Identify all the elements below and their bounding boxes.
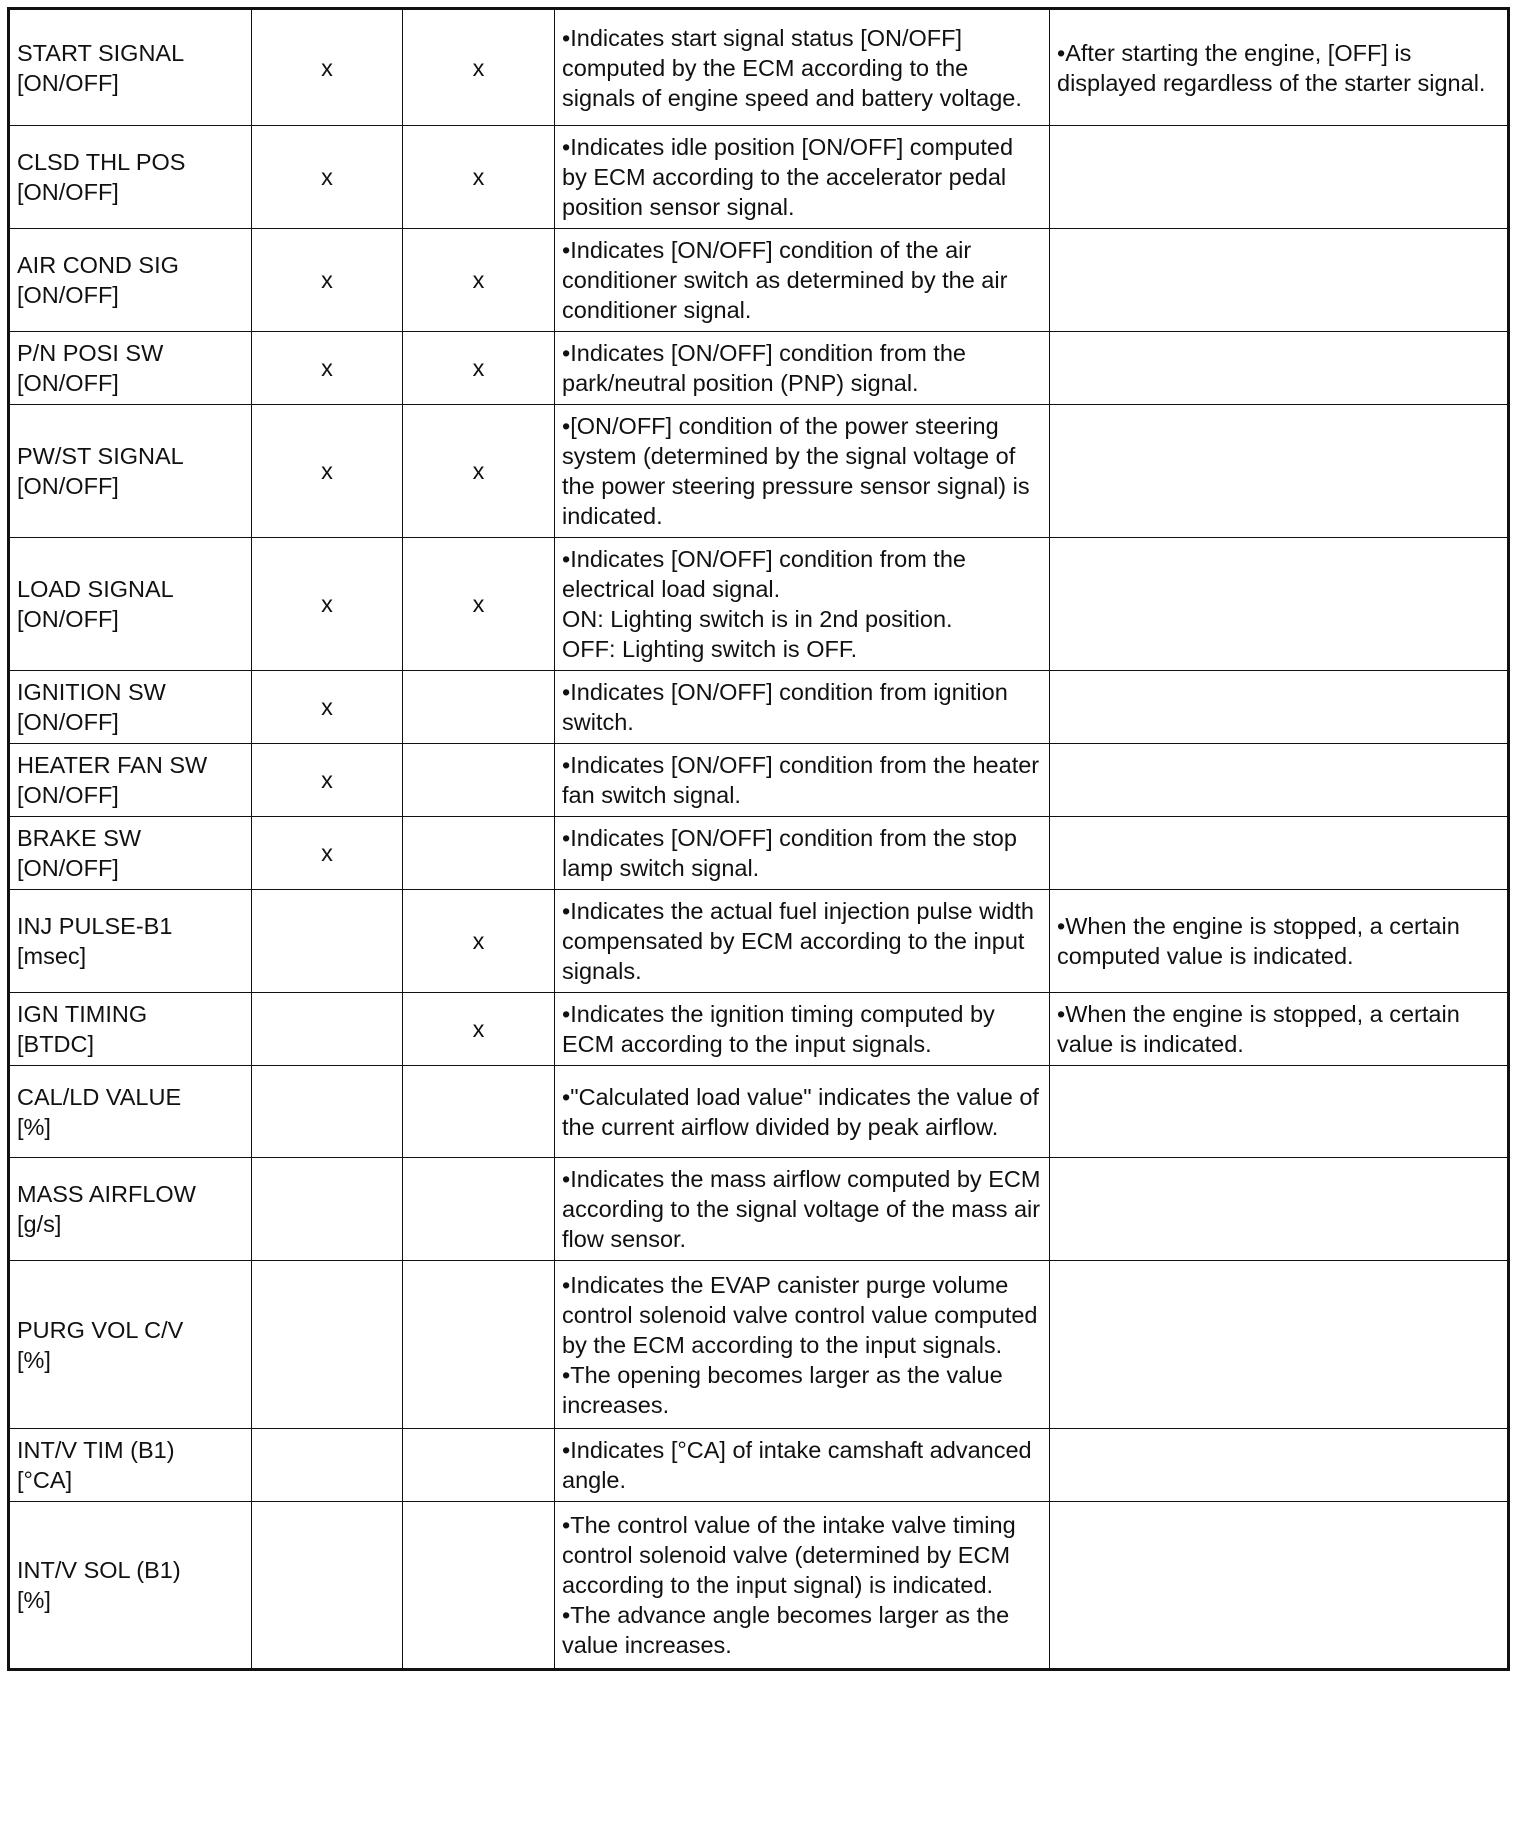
table-row — [9, 890, 1509, 993]
selection-from-menu-cell — [403, 1066, 555, 1158]
main-signals-mark: x — [321, 840, 333, 866]
monitor-item-unit: [ON/OFF] — [17, 282, 119, 308]
selection-from-menu-cell — [403, 993, 555, 1066]
main-signals-mark: x — [321, 694, 333, 720]
monitor-item-name: INJ PULSE-B1 — [17, 913, 173, 939]
main-signals-cell — [252, 744, 403, 817]
description-line: •Indicates [ON/OFF] condition from the electrical load signal. — [562, 546, 966, 602]
main-signals-cell — [252, 9, 403, 126]
main-signals-cell — [252, 1261, 403, 1429]
remarks-cell — [1050, 1066, 1509, 1158]
main-signals-cell — [252, 993, 403, 1066]
main-signals-cell — [252, 671, 403, 744]
selection-from-menu-cell — [403, 671, 555, 744]
monitor-item-cell — [9, 993, 252, 1066]
description-line: •Indicates [ON/OFF] condition of the air conditioner switch as determined by the air conditioner signal. — [562, 237, 1008, 323]
selection-from-menu-cell — [403, 9, 555, 126]
selection-from-menu-cell — [403, 890, 555, 993]
main-signals-cell — [252, 538, 403, 671]
selection-from-menu-cell — [403, 1261, 555, 1429]
monitor-item-name: IGN TIMING — [17, 1001, 148, 1027]
remarks-cell — [1050, 744, 1509, 817]
description-cell — [555, 126, 1050, 229]
main-signals-cell — [252, 1429, 403, 1502]
remarks-cell — [1050, 1158, 1509, 1261]
selection-from-menu-cell — [403, 817, 555, 890]
selection-from-menu-mark: x — [472, 591, 485, 617]
monitor-item-unit: [ON/OFF] — [17, 370, 119, 396]
description-line: •Indicates [ON/OFF] condition from the heater fan switch signal. — [562, 752, 1040, 808]
table-row — [9, 1158, 1509, 1261]
description-cell — [555, 744, 1050, 817]
monitor-item-cell — [9, 1429, 252, 1502]
description-cell — [555, 890, 1050, 993]
monitor-item-name: PW/ST SIGNAL — [17, 443, 184, 469]
description-cell — [555, 817, 1050, 890]
main-signals-mark: x — [321, 767, 333, 793]
main-signals-mark: x — [321, 54, 333, 81]
main-signals-cell — [252, 1066, 403, 1158]
monitor-item-name: AIR COND SIG — [17, 252, 179, 278]
remarks-cell — [1050, 1429, 1509, 1502]
monitor-item-name: MASS AIRFLOW — [17, 1181, 196, 1207]
remarks-cell — [1050, 229, 1509, 332]
description-cell — [555, 1066, 1050, 1158]
description-line: ON: Lighting switch is in 2nd position. — [562, 606, 953, 632]
monitor-item-name: HEATER FAN SW — [17, 752, 208, 778]
main-signals-mark: x — [321, 591, 333, 617]
description-line: •The advance angle becomes larger as the value increases. — [562, 1602, 1010, 1658]
main-signals-cell — [252, 332, 403, 405]
selection-from-menu-cell — [403, 1429, 555, 1502]
monitor-item-unit: [ON/OFF] — [17, 179, 119, 205]
main-signals-mark: x — [321, 267, 333, 293]
selection-from-menu-mark: x — [472, 355, 485, 381]
description-line: •[ON/OFF] condition of the power steering system (determined by the signal voltage of the power steering pressure sensor signal) is indicated. — [562, 413, 1030, 529]
description-cell — [555, 671, 1050, 744]
table-row — [9, 1502, 1509, 1670]
selection-from-menu-mark: x — [472, 164, 485, 190]
main-signals-mark: x — [321, 355, 333, 381]
monitor-item-unit: [BTDC] — [17, 1031, 95, 1057]
monitor-item-cell — [9, 229, 252, 332]
monitor-item-name: INT/V TIM (B1) — [17, 1437, 175, 1463]
remarks-line: •When the engine is stopped, a certain computed value is indicated. — [1057, 913, 1460, 969]
monitor-item-cell — [9, 1066, 252, 1158]
remarks-cell — [1050, 817, 1509, 890]
description-line: •Indicates the actual fuel injection pulse width compensated by ECM according to the input signals. — [562, 898, 1034, 984]
description-line: •"Calculated load value" indicates the value of the current airflow divided by peak airflow. — [562, 1083, 1039, 1140]
table-row — [9, 817, 1509, 890]
monitor-item-cell — [9, 890, 252, 993]
monitor-item-unit: [%] — [17, 1346, 51, 1373]
remarks-cell — [1050, 126, 1509, 229]
table-row — [9, 538, 1509, 671]
description-line: OFF: Lighting switch is OFF. — [562, 636, 858, 662]
description-cell — [555, 9, 1050, 126]
selection-from-menu-cell — [403, 1158, 555, 1261]
table-row — [9, 405, 1509, 538]
table-row — [9, 229, 1509, 332]
monitor-item-unit: [ON/OFF] — [17, 709, 119, 735]
main-signals-cell — [252, 817, 403, 890]
monitor-item-unit: [%] — [17, 1587, 51, 1613]
description-line: •Indicates [°CA] of intake camshaft advanced angle. — [562, 1437, 1032, 1493]
remarks-cell — [1050, 332, 1509, 405]
table-row — [9, 1261, 1509, 1429]
monitor-item-cell — [9, 9, 252, 126]
main-signals-mark: x — [321, 164, 333, 190]
main-signals-cell — [252, 405, 403, 538]
monitor-item-unit: [%] — [17, 1113, 51, 1140]
monitor-item-unit: [ON/OFF] — [17, 473, 119, 499]
selection-from-menu-mark: x — [472, 928, 485, 954]
monitor-item-cell — [9, 744, 252, 817]
remarks-cell — [1050, 538, 1509, 671]
description-cell — [555, 538, 1050, 671]
selection-from-menu-cell — [403, 538, 555, 671]
monitor-item-name: P/N POSI SW — [17, 340, 164, 366]
monitor-item-name: CAL/LD VALUE — [17, 1083, 182, 1110]
description-cell — [555, 229, 1050, 332]
main-signals-cell — [252, 1158, 403, 1261]
main-signals-mark: x — [321, 458, 333, 484]
table-row — [9, 126, 1509, 229]
monitor-item-name: PURG VOL C/V — [17, 1316, 184, 1343]
monitor-item-cell — [9, 538, 252, 671]
monitor-item-name: BRAKE SW — [17, 825, 142, 851]
description-cell — [555, 1158, 1050, 1261]
description-line: •The opening becomes larger as the value increases. — [562, 1361, 1003, 1418]
monitor-item-unit: [ON/OFF] — [17, 782, 119, 808]
description-line: •Indicates start signal status [ON/OFF] computed by the ECM according to the signals of engine speed and battery voltage. — [562, 24, 1022, 111]
selection-from-menu-cell — [403, 229, 555, 332]
monitor-item-name: CLSD THL POS — [17, 149, 186, 175]
monitor-item-cell — [9, 405, 252, 538]
description-cell — [555, 1429, 1050, 1502]
remarks-line: •After starting the engine, [OFF] is displayed regardless of the starter signal. — [1057, 39, 1486, 96]
table-body — [9, 9, 1509, 1670]
remarks-cell — [1050, 1261, 1509, 1429]
monitor-item-unit: [ON/OFF] — [17, 69, 119, 96]
main-signals-cell — [252, 890, 403, 993]
main-signals-cell — [252, 1502, 403, 1670]
monitor-item-cell — [9, 671, 252, 744]
table-row — [9, 1429, 1509, 1502]
table-row — [9, 671, 1509, 744]
selection-from-menu-cell — [403, 744, 555, 817]
data-monitor-sheet — [7, 7, 1503, 1671]
description-cell — [555, 1502, 1050, 1670]
remarks-cell — [1050, 671, 1509, 744]
main-signals-cell — [252, 126, 403, 229]
selection-from-menu-mark: x — [472, 54, 485, 81]
remarks-cell — [1050, 890, 1509, 993]
description-cell — [555, 1261, 1050, 1429]
remarks-cell — [1050, 405, 1509, 538]
description-line: •Indicates the mass airflow computed by ECM according to the signal voltage of the mass air flow sensor. — [562, 1166, 1041, 1252]
description-line: •The control value of the intake valve timing control solenoid valve (determined by ECM according to the input signal) is indicated. — [562, 1512, 1016, 1598]
selection-from-menu-cell — [403, 405, 555, 538]
table-row — [9, 1066, 1509, 1158]
table-row — [9, 9, 1509, 126]
description-line: •Indicates [ON/OFF] condition from the park/neutral position (PNP) signal. — [562, 340, 966, 396]
monitor-item-cell — [9, 1261, 252, 1429]
description-cell — [555, 405, 1050, 538]
main-signals-cell — [252, 229, 403, 332]
data-monitor-table — [7, 7, 1510, 1671]
remarks-cell — [1050, 993, 1509, 1066]
selection-from-menu-mark: x — [472, 458, 485, 484]
monitor-item-name: IGNITION SW — [17, 679, 166, 705]
monitor-item-unit: [ON/OFF] — [17, 606, 119, 632]
description-line: •Indicates [ON/OFF] condition from the stop lamp switch signal. — [562, 825, 1017, 881]
monitor-item-cell — [9, 817, 252, 890]
remarks-cell — [1050, 9, 1509, 126]
selection-from-menu-cell — [403, 126, 555, 229]
monitor-item-name: INT/V SOL (B1) — [17, 1557, 181, 1583]
monitor-item-cell — [9, 1158, 252, 1261]
selection-from-menu-cell — [403, 332, 555, 405]
monitor-item-cell — [9, 126, 252, 229]
description-line: •Indicates idle position [ON/OFF] computed by ECM according to the accelerator pedal position sensor signal. — [562, 134, 1014, 220]
table-row — [9, 744, 1509, 817]
monitor-item-unit: [msec] — [17, 943, 87, 969]
monitor-item-unit: [°CA] — [17, 1467, 73, 1493]
description-cell — [555, 332, 1050, 405]
table-row — [9, 993, 1509, 1066]
monitor-item-name: LOAD SIGNAL — [17, 576, 174, 602]
monitor-item-unit: [ON/OFF] — [17, 855, 119, 881]
selection-from-menu-mark: x — [472, 1016, 485, 1042]
selection-from-menu-mark: x — [472, 267, 485, 293]
description-line: •Indicates the EVAP canister purge volume control solenoid valve control value computed by the ECM according to the input signals. — [562, 1271, 1038, 1358]
remarks-cell — [1050, 1502, 1509, 1670]
monitor-item-cell — [9, 332, 252, 405]
monitor-item-unit: [g/s] — [17, 1211, 62, 1237]
description-line: •Indicates the ignition timing computed by ECM according to the input signals. — [562, 1001, 995, 1057]
description-line: •Indicates [ON/OFF] condition from ignition switch. — [562, 679, 1008, 735]
description-cell — [555, 993, 1050, 1066]
monitor-item-cell — [9, 1502, 252, 1670]
remarks-line: •When the engine is stopped, a certain value is indicated. — [1057, 1001, 1460, 1057]
table-row — [9, 332, 1509, 405]
monitor-item-name: START SIGNAL — [17, 39, 185, 66]
selection-from-menu-cell — [403, 1502, 555, 1670]
